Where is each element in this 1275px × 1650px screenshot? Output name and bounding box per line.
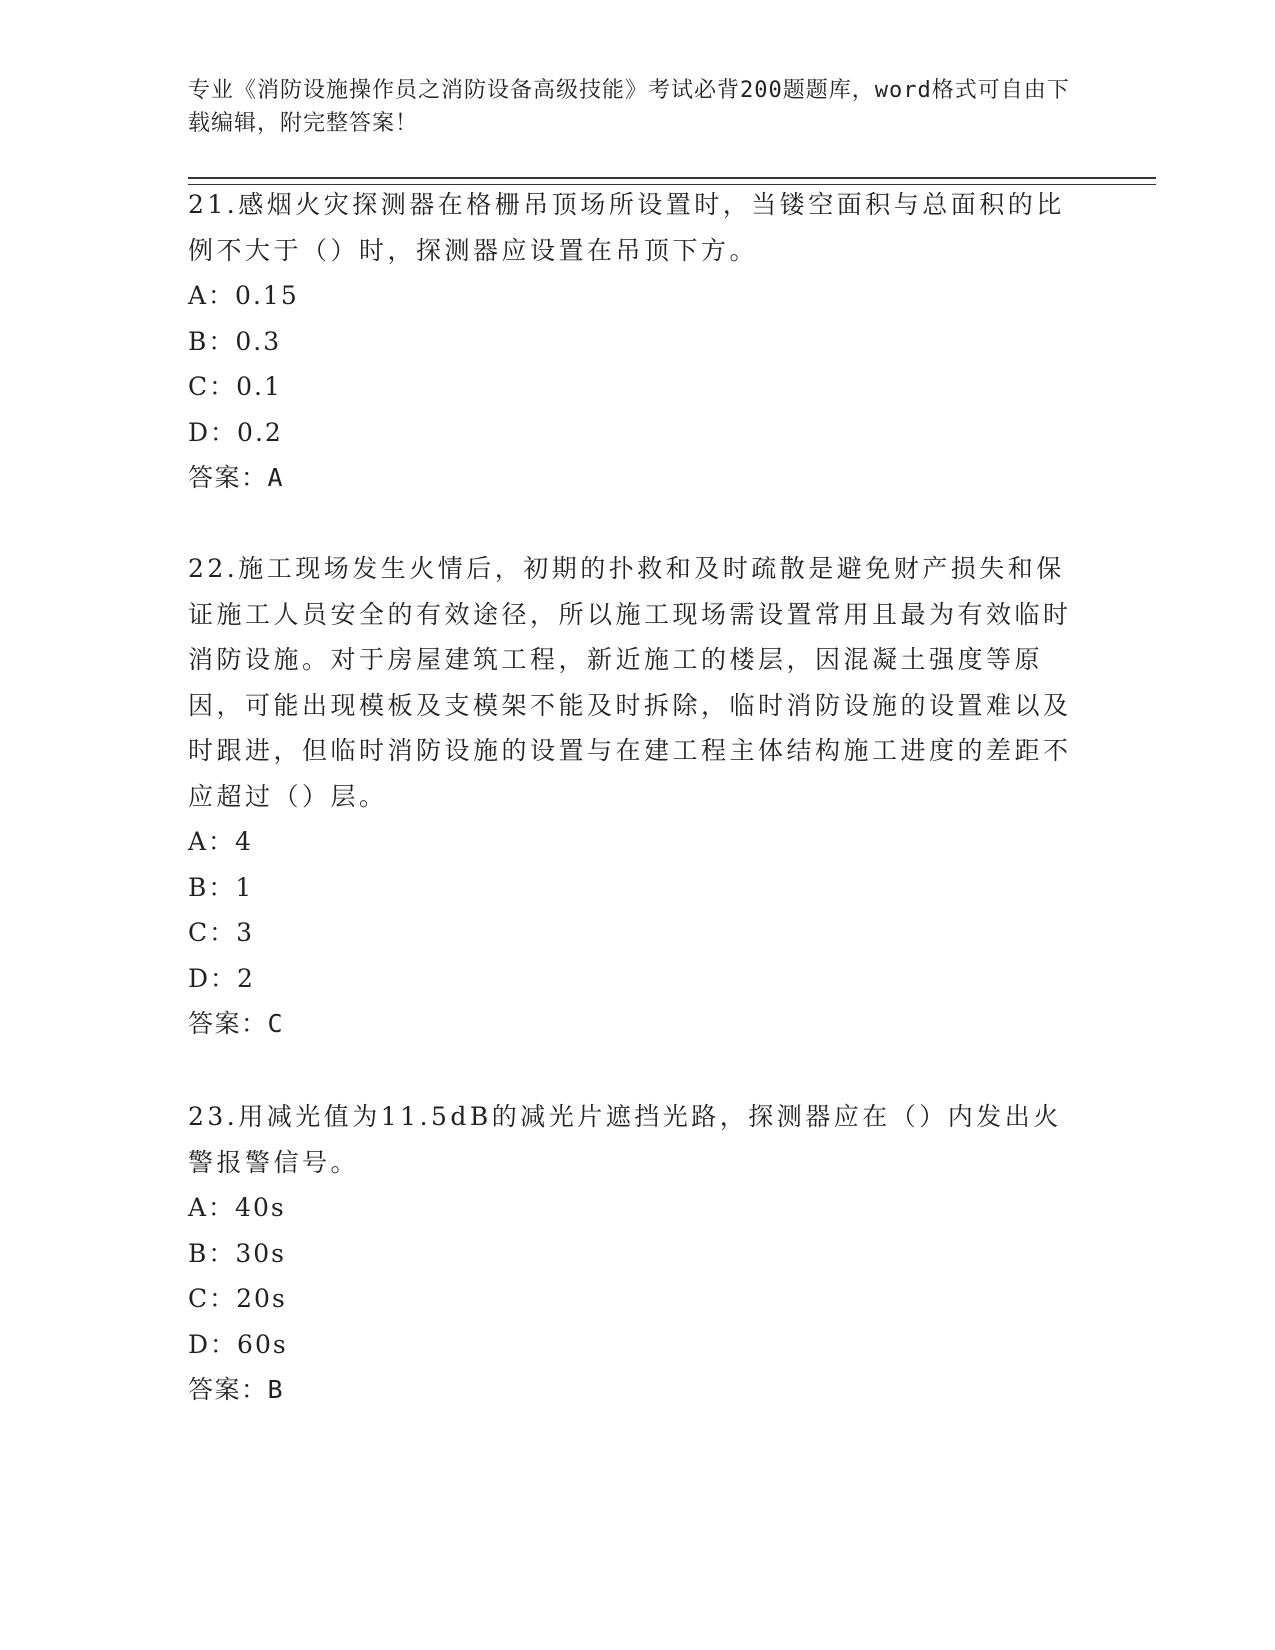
option-b: B：1 <box>188 872 254 902</box>
answer-label: 答案：A <box>188 463 285 492</box>
header-divider-thick <box>188 177 1156 179</box>
option-c: C：0.1 <box>188 372 282 401</box>
option-a: A：0.15 <box>188 281 299 310</box>
option-a: A：40s <box>188 1193 286 1222</box>
option-c: C：3 <box>188 918 255 947</box>
document-header: 专业《消防设施操作员之消防设备高级技能》考试必背200题题库，word格式可自由下载编辑，附完整答案！ <box>188 78 1070 136</box>
question-21 <box>188 182 1088 501</box>
option-d: D：2 <box>188 963 255 993</box>
option-a: A：4 <box>188 827 253 856</box>
option-b: B：30s <box>188 1238 287 1268</box>
option-d: D：60s <box>188 1329 288 1359</box>
question-stem: 21.感烟火灾探测器在格栅吊顶场所设置时，当镂空面积与总面积的比例不大于（）时，探测器应设置在吊顶下方。 <box>188 190 1065 265</box>
question-23 <box>188 1094 1088 1413</box>
question-stem: 22.施工现场发生火情后，初期的扑救和及时疏散是避免财产损失和保证施工人员安全的有效途径，所以施工现场需设置常用且最为有效临时消防设施。对于房屋建筑工程，新近施工的楼层，因混凝土强度等原因，可能出现模板及支模架不能及时拆除，临时消防设施的设置难以及时跟进，但临时消防设施的设置与在建工程主体结构施工进度的差距不应超过（）层。 <box>188 554 1072 811</box>
option-b: B：0.3 <box>188 326 282 356</box>
answer-label: 答案：C <box>188 1009 285 1038</box>
option-c: C：20s <box>188 1284 287 1313</box>
question-22 <box>188 546 1088 1047</box>
option-d: D：0.2 <box>188 417 283 447</box>
answer-label: 答案：B <box>188 1375 285 1404</box>
question-stem: 23.用减光值为11.5dB的减光片遮挡光路，探测器应在（）内发出火警报警信号。 <box>188 1102 1062 1177</box>
